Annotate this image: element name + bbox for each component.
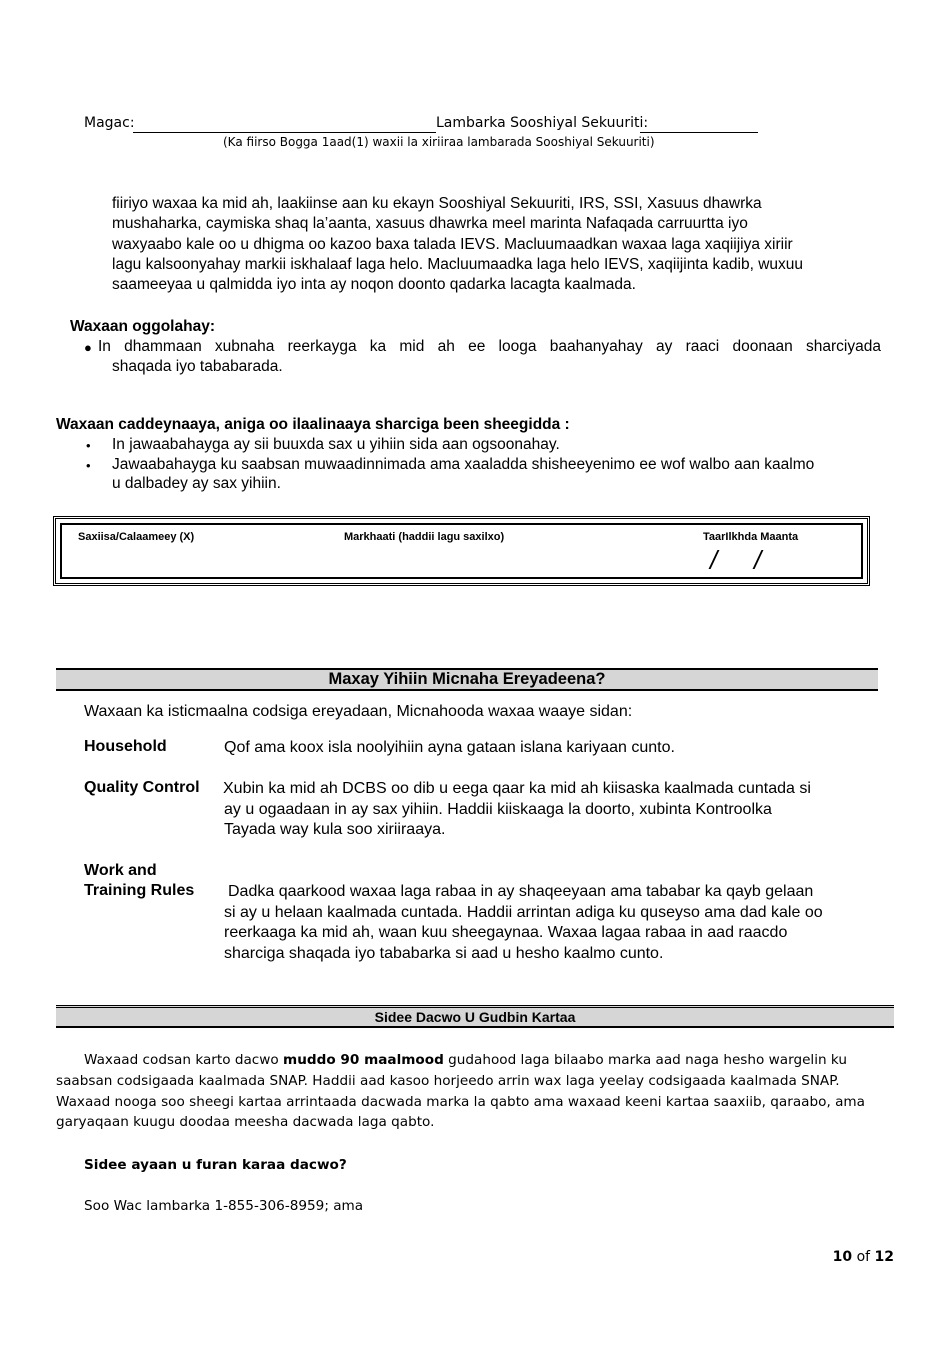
appeal-question: Sidee ayaan u furan karaa dacwo? [84,1157,347,1173]
term-quality-control: Quality Control [84,779,200,796]
agree-item-line2: shaqada iyo tababarada. [112,358,283,375]
ssn-note: (Ka fiirso Bogga 1aad(1) waxii la xiriiraa lambarada Sooshiyal Sekuuriti) [223,135,655,149]
appeal-call: Soo Wac lambarka 1-855-306-8959; ama [84,1198,364,1214]
intro-line: waxyaabo kale oo u dhigma oo kazoo baxa talada IEVS. Macluumaadkan waxaa laga xaqiijiya xiriir [112,235,793,253]
def-quality-control-line: Tayada way kula soo xiriiraaya. [224,821,446,838]
def-work-training-line: reerkaaga ka mid ah, waan kuu sheegaynaa. Waxaa lagaa rabaa in aad raacdo [224,924,788,941]
intro-paragraph [112,194,892,295]
definitions-intro: Waxaan ka isticmaalna codsiga ereyadaan, Micnahooda waxaa waaye sidan: [84,703,633,720]
witness-field[interactable] [344,548,584,574]
appeal-title: Sidee Dacwo U Gudbin Kartaa [374,1009,576,1025]
agree-item-line1: In dhammaan xubnaha reerkayga ka mid ah ee looga baahanyahay ay raaci doonaan sharciyada [98,338,881,355]
def-quality-control-line: ay u ogaadaan in ay sax yihiin. Haddii kiiskaaga la doorto, xubinta Kontroolka [224,801,772,818]
bullet-icon: • [86,458,91,473]
def-work-training-line: si ay u helaan kaalmada cuntada. Haddii arrintan adiga ku quseyso ama dad kale oo [224,904,823,921]
signature-field[interactable] [78,548,318,574]
witness-label: Markhaati (haddii lagu saxilxo) [344,531,505,543]
term-work-training-line2: Training Rules [84,882,195,899]
appeal-paragraph-line3: Waxaad nooga soo sheegi kartaa arrintaada dacwada marka la qabto ama waxaad keeni kartaa saaxiib, qaraabo, ama [56,1094,865,1110]
intro-line: fiiriyo waxaa ka mid ah, laakiinse aan ku ekayn Sooshiyal Sekuuriti, IRS, SSI, Xasuus dhawrka [112,195,762,212]
certify-heading: Waxaan caddeynaaya, aniga oo ilaalinaaya sharciga been sheegidda : [56,416,570,433]
appeal-paragraph-line1 [84,1050,847,1071]
name-label: Magac: [84,115,135,131]
ssn-label: Lambarka Sooshiyal Sekuuriti: [436,115,649,131]
date-separator: / [710,545,718,575]
date-label: TaarIlkhda Maanta [703,531,799,543]
certify-item-2-line2: u dalbadey ay sax yihiin. [112,475,281,492]
appeal-text: gudahood laga bilaabo marka aad naga hesho wargelin ku [443,1052,847,1068]
page-current: 10 [832,1249,853,1265]
intro-line: mushaharka, caymiska shaq la’aanta, xasuus dhawrka meel marinta Nafaqada carruurtta iyo [112,215,748,233]
def-household: Qof ama koox isla noolyihiin ayna gataan islana kariyaan cunto. [224,739,675,756]
appeal-paragraph-line2: saabsan codsigaada kaalmada SNAP. Haddii aad kasoo horjeedo arrin wax laga yeelay codsigaada kaalmada SNAP. [56,1073,840,1089]
page-total: 12 [874,1249,894,1265]
bullet-icon: ● [84,340,92,355]
def-quality-control-line: Xubin ka mid ah DCBS oo dib u eega qaar ka mid ah kiisaska kaalmada cuntada si [223,780,811,797]
signature-label: Saxiisa/Calaameey (X) [78,531,195,543]
page-of: of [856,1249,871,1265]
certify-item-1: In jawaabahayga ay sii buuxda sax u yihiin sida aan ogsoonahay. [112,436,560,453]
intro-line: lagu kalsoonyahay markii iskhalaaf laga helo. Macluumaadka laga helo IEVS, xaqiijinta kadib, wuxuu [112,255,804,273]
certify-item-2-line1: Jawaabahayga ku saabsan muwaadinnimada ama xaaladda shisheeyenimo ee wof walbo aan kaalmo [112,456,815,473]
ssn-field[interactable] [640,118,758,133]
intro-line: saameeyaa u qalmidda iyo inta ay noqon doonto qadarka lacagta kaalmada. [112,276,636,294]
page-number [833,1247,894,1268]
appeal-text: Waxaad codsan karto dacwo [84,1052,284,1068]
def-work-training-line: Dadka qaarkood waxaa laga rabaa in ay shaqeeyaan ama tababar ka qayb gelaan [228,883,814,900]
term-household: Household [84,738,167,755]
date-separator: / [754,545,762,575]
term-work-training-line1: Work and [84,862,157,879]
agree-heading: Waxaan oggolahay: [70,318,215,335]
bullet-icon: • [86,438,91,453]
def-work-training-line: sharciga shaqada iyo tababarka si aad u hesho kaalmo cunto. [224,945,664,962]
definitions-title: Maxay Yihiin Micnaha Ereyadeena? [328,670,606,688]
appeal-paragraph-line4: garyaqaan kuugu doodaa meesha dacwada laga qabto. [56,1114,435,1130]
appeal-deadline: muddo 90 maalmood [283,1052,444,1068]
name-field[interactable] [133,118,436,133]
